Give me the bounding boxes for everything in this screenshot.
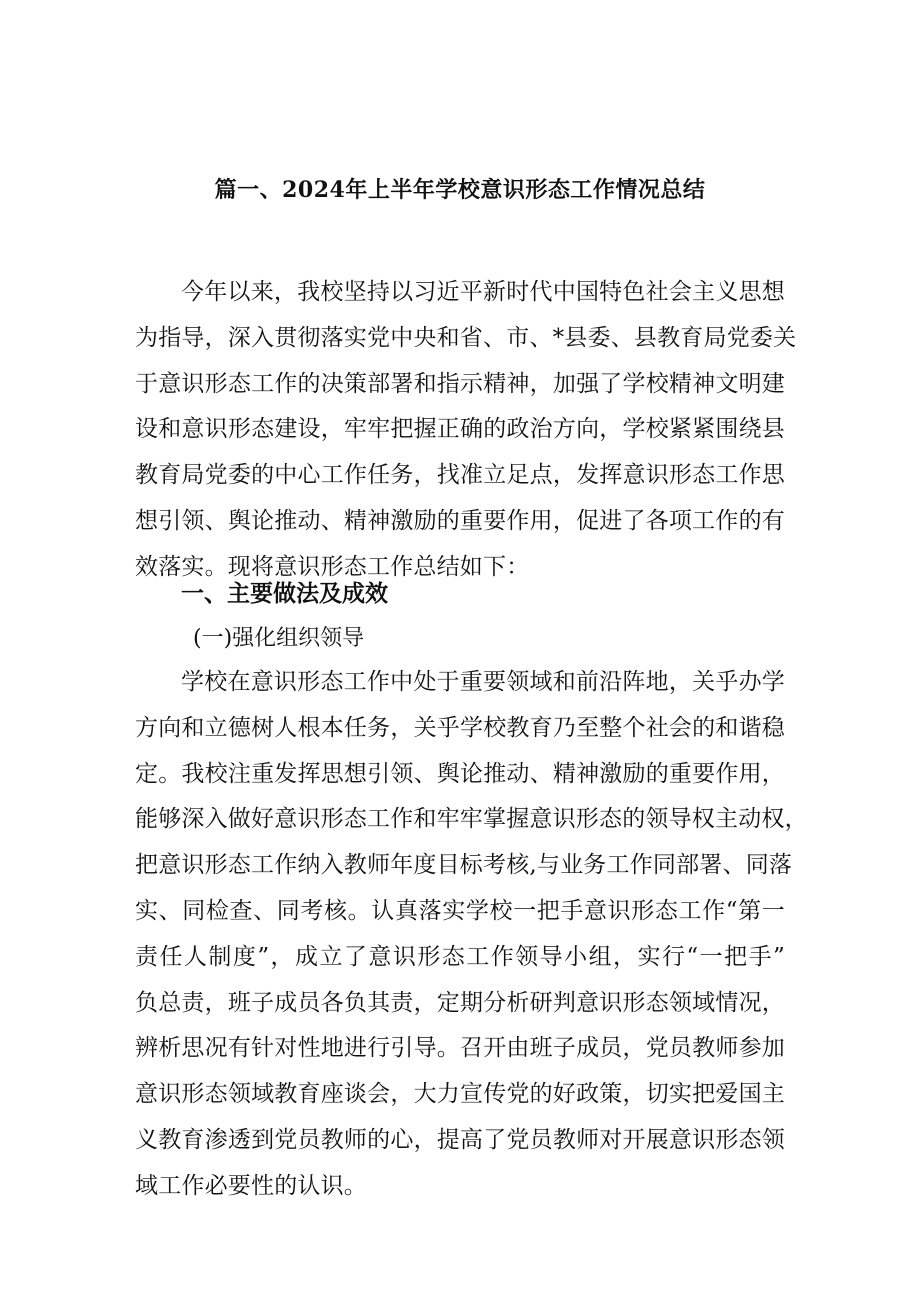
paragraph-line: 学校在意识形态工作中处于重要领域和前沿阵地，关乎办学: [181, 669, 785, 695]
paragraph-line: 意识形态领域教育座谈会，大力宣传党的好政策，切实把爱国主: [135, 1081, 785, 1108]
paragraph-line: 为指导，深入贯彻落实党中央和省、市、*县委、县教育局党委关: [135, 324, 797, 351]
paragraph-line: 域工作必要性的认识。: [135, 1172, 367, 1199]
paragraph-line: 义教育渗透到党员教师的心，提高了党员教师对开展意识形态领: [135, 1126, 785, 1153]
intro-paragraph: [135, 270, 797, 591]
section-heading: 一、主要做法及成效: [181, 580, 388, 607]
paragraph-line: 定。我校注重发挥思想引领、舆论推动、精神激励的重要作用，: [135, 760, 785, 787]
paragraph-line: 教育局党委的中心工作任务，找准立足点，发挥意识形态工作思: [135, 462, 785, 489]
paragraph-line: 效落实。现将意识形态工作总结如下：: [135, 553, 530, 580]
organization-paragraph: [135, 660, 808, 1210]
paragraph-line: 想引领、舆论推动、精神激励的重要作用，促进了各项工作的有: [135, 507, 785, 534]
document-title: 篇一、2024年上半年学校意识形态工作情况总结: [214, 177, 706, 203]
paragraph-line: 责任人制度”，成立了意识形态工作领导小组，实行“一把手”: [135, 943, 785, 970]
paragraph-line: 辨析思况有针对性地进行引导。召开由班子成员，党员教师参加: [135, 1035, 785, 1062]
paragraph-line: 设和意识形态建设，牢牢把握正确的政治方向，学校紧紧围绕县: [135, 416, 785, 443]
subsection-heading: (一)强化组织领导: [193, 626, 365, 651]
paragraph-line: 于意识形态工作的决策部署和指示精神，加强了学校精神文明建: [135, 370, 785, 397]
paragraph-line: 能够深入做好意识形态工作和牢牢掌握意识形态的领导权主动权，: [135, 806, 808, 833]
paragraph-line: 负总责，班子成员各负其责，定期分析研判意识形态领域情况，: [135, 989, 785, 1016]
paragraph-line: 今年以来，我校坚持以习近平新时代中国特色社会主义思想: [181, 279, 785, 305]
paragraph-line: 方向和立德树人根本任务，关乎学校教育乃至整个社会的和谐稳: [135, 714, 785, 741]
paragraph-line: 把意识形态工作纳入教师年度目标考核,与业务工作同部署、同落: [135, 852, 793, 879]
paragraph-line: 实、同检查、同考核。认真落实学校一把手意识形态工作“第一: [135, 897, 785, 924]
